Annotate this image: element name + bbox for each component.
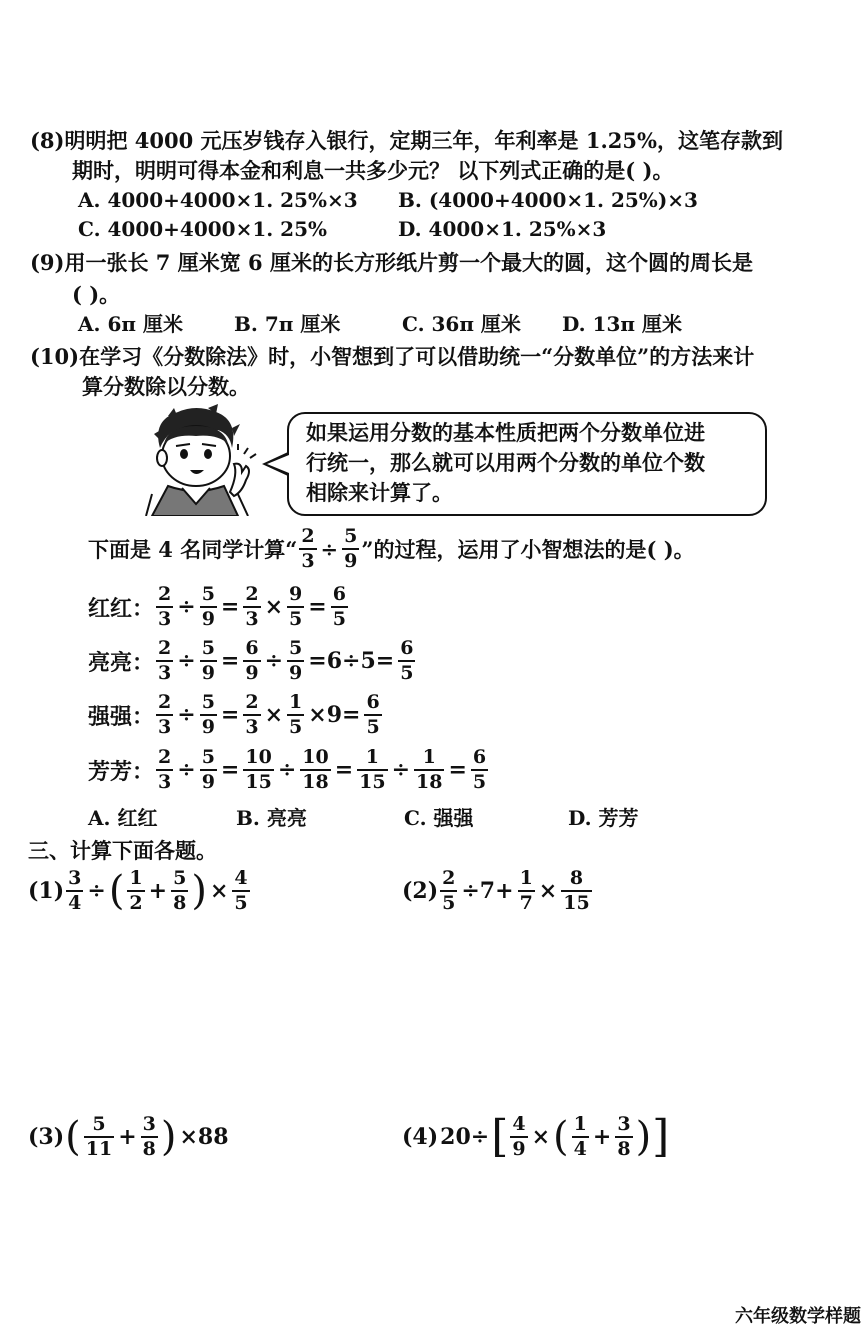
q10-prompt: 下面是 4 名同学计算“ $\frac{2}{3}$ ÷ $\frac{5}{9}$ ”的过程，运用了小智想法的是( )。 <box>88 525 695 572</box>
solution-qiangqiang: 强强： $\frac{2}{3}$ ÷ $\frac{5}{9}$ = $\frac{2}{3}$ × $\frac{1}{5}$ ×9= $\frac{6}{5}$ <box>88 691 380 738</box>
q10-option-b[interactable]: B. 亮亮 <box>236 806 307 830</box>
q9-option-d[interactable]: D. 13π 厘米 <box>562 312 682 336</box>
q8-line1: (8)明明把 4000 元压岁钱存入银行，定期三年，年利率是 1.25%，这笔存款到 <box>30 128 783 153</box>
solution-fangfang: 芳芳： $\frac{2}{3}$ ÷ $\frac{5}{9}$ = $\frac{10}{15}$ ÷ $\frac{10}{18}$ = $\frac{1}{15}$ ÷ $\frac{1}{18}$ = $\frac{6}{5}$ <box>88 746 487 793</box>
calc-4: (4) 20÷ [ $\frac{4}{9}$ × ( $\frac{1}{4}$ + $\frac{3}{8}$ ) ] <box>402 1111 670 1162</box>
q9-option-a[interactable]: A. 6π 厘米 <box>78 312 183 336</box>
calc-1: (1) $\frac{3}{4}$ ÷ ( $\frac{1}{2}$ + $\frac{5}{8}$ ) × $\frac{4}{5}$ <box>28 867 248 914</box>
q9-line1: (9)用一张长 7 厘米宽 6 厘米的长方形纸片剪一个最大的圆，这个圆的周长是 <box>30 250 753 275</box>
calc-label: (4) <box>402 1124 439 1150</box>
q10-option-c[interactable]: C. 强强 <box>404 806 474 830</box>
calc-label: (3) <box>28 1124 65 1150</box>
solution-honghong: 红红： $\frac{2}{3}$ ÷ $\frac{5}{9}$ = $\frac{2}{3}$ × $\frac{9}{5}$ = $\frac{6}{5}$ <box>88 583 346 630</box>
q8-option-a[interactable]: A. 4000+4000×1. 25%×3 <box>78 188 358 212</box>
calc-label: (1) <box>28 878 65 904</box>
q8-option-b[interactable]: B. (4000+4000×1. 25%)×3 <box>398 188 698 212</box>
page-footer: 六年级数学样题 <box>735 1306 861 1327</box>
q8-option-d[interactable]: D. 4000×1. 25%×3 <box>398 217 607 241</box>
student-illustration <box>138 404 258 516</box>
q10-prompt-before: 下面是 4 名同学计算“ <box>88 537 298 562</box>
speech-bubble-tail-inner <box>267 455 289 473</box>
q10-line1: (10)在学习《分数除法》时，小智想到了可以借助统一“分数单位”的方法来计 <box>30 344 755 369</box>
bubble-line3: 相除来计算了。 <box>306 480 453 505</box>
q10-line2: 算分数除以分数。 <box>82 374 250 399</box>
q10-prompt-after: ”的过程，运用了小智想法的是( )。 <box>361 537 695 562</box>
student-name: 红红： <box>88 595 155 622</box>
bubble-line2: 行统一，那么就可以用两个分数的单位个数 <box>306 450 705 475</box>
q9-option-c[interactable]: C. 36π 厘米 <box>402 312 521 336</box>
q9-line2: ( )。 <box>72 282 121 307</box>
fraction: $\frac{5}{9}$ <box>344 525 358 572</box>
fraction: $\frac{2}{3}$ <box>301 525 315 572</box>
bubble-line1: 如果运用分数的基本性质把两个分数单位进 <box>306 420 705 445</box>
calc-2: (2) $\frac{2}{5}$ ÷7+ $\frac{1}{7}$ × $\frac{8}{15}$ <box>402 867 590 914</box>
calc-3: (3) ( $\frac{5}{11}$ + $\frac{3}{8}$ ) ×88 <box>28 1113 229 1160</box>
section3-title: 三、计算下面各题。 <box>28 838 217 863</box>
solution-liangliang: 亮亮： $\frac{2}{3}$ ÷ $\frac{5}{9}$ = $\frac{6}{9}$ ÷ $\frac{5}{9}$ =6÷5= $\frac{6}{5}$ <box>88 637 414 684</box>
q10-option-a[interactable]: A. 红红 <box>88 806 158 830</box>
student-name: 亮亮： <box>88 649 155 676</box>
calc-label: (2) <box>402 878 439 904</box>
q10-option-d[interactable]: D. 芳芳 <box>568 806 639 830</box>
q8-line2: 期时，明明可得本金和利息一共多少元？ 以下列式正确的是( )。 <box>72 158 674 183</box>
q9-option-b[interactable]: B. 7π 厘米 <box>234 312 341 336</box>
student-name: 强强： <box>88 703 155 730</box>
q8-option-c[interactable]: C. 4000+4000×1. 25% <box>78 217 328 241</box>
student-name: 芳芳： <box>88 758 155 785</box>
